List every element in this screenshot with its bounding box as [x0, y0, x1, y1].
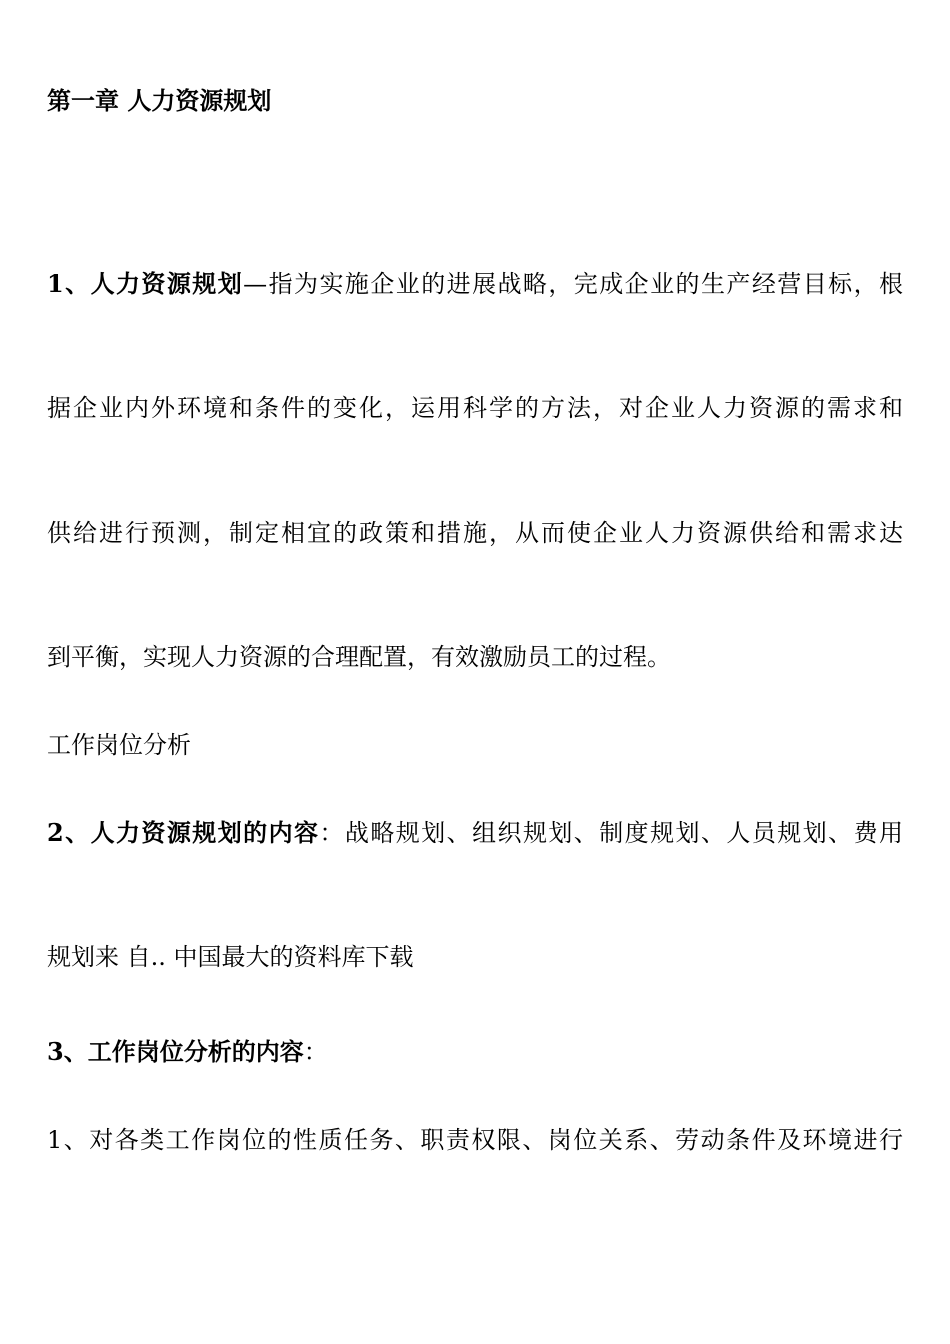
paragraph-1-line-4: 到平衡，实现人力资源的合理配置，有效激励员工的过程。 — [47, 643, 671, 671]
heading-job-analysis-content-text: 3、工作岗位分析的内容 — [47, 1037, 304, 1066]
term-hr-planning: 1、人力资源规划 — [47, 269, 244, 298]
paragraph-2-line-2: 规划来 自.. 中国最大的资料库下载 — [47, 943, 414, 971]
paragraph-1-line-1-text: —指为实施企业的进展战略，完成企业的生产经营目标，根 — [243, 270, 904, 298]
heading-job-analysis-content — [47, 1037, 328, 1067]
heading-colon: ： — [303, 1038, 328, 1066]
paragraph-1-line-1 — [47, 269, 903, 299]
chapter-title — [47, 86, 271, 116]
paragraph-2-colon: ： — [319, 819, 345, 847]
paragraph-2-line-1-text: 战略规划、组织规划、制度规划、人员规划、费用 — [344, 819, 904, 847]
term-hr-planning-content: 2、人力资源规划的内容 — [47, 818, 320, 847]
paragraph-2-line-1 — [47, 818, 903, 848]
paragraph-1-line-3: 供给进行预测，制定相宜的政策和措施，从而使企业人力资源供给和需求达 — [47, 519, 903, 547]
paragraph-4-line-1: 1、对各类工作岗位的性质任务、职责权限、岗位关系、劳动条件及环境进行 — [47, 1126, 903, 1154]
section-job-analysis: 工作岗位分析 — [47, 731, 191, 759]
chapter-title-text: 第一章 人力资源规划 — [47, 86, 272, 115]
paragraph-1-line-2: 据企业内外环境和条件的变化，运用科学的方法，对企业人力资源的需求和 — [47, 394, 903, 422]
